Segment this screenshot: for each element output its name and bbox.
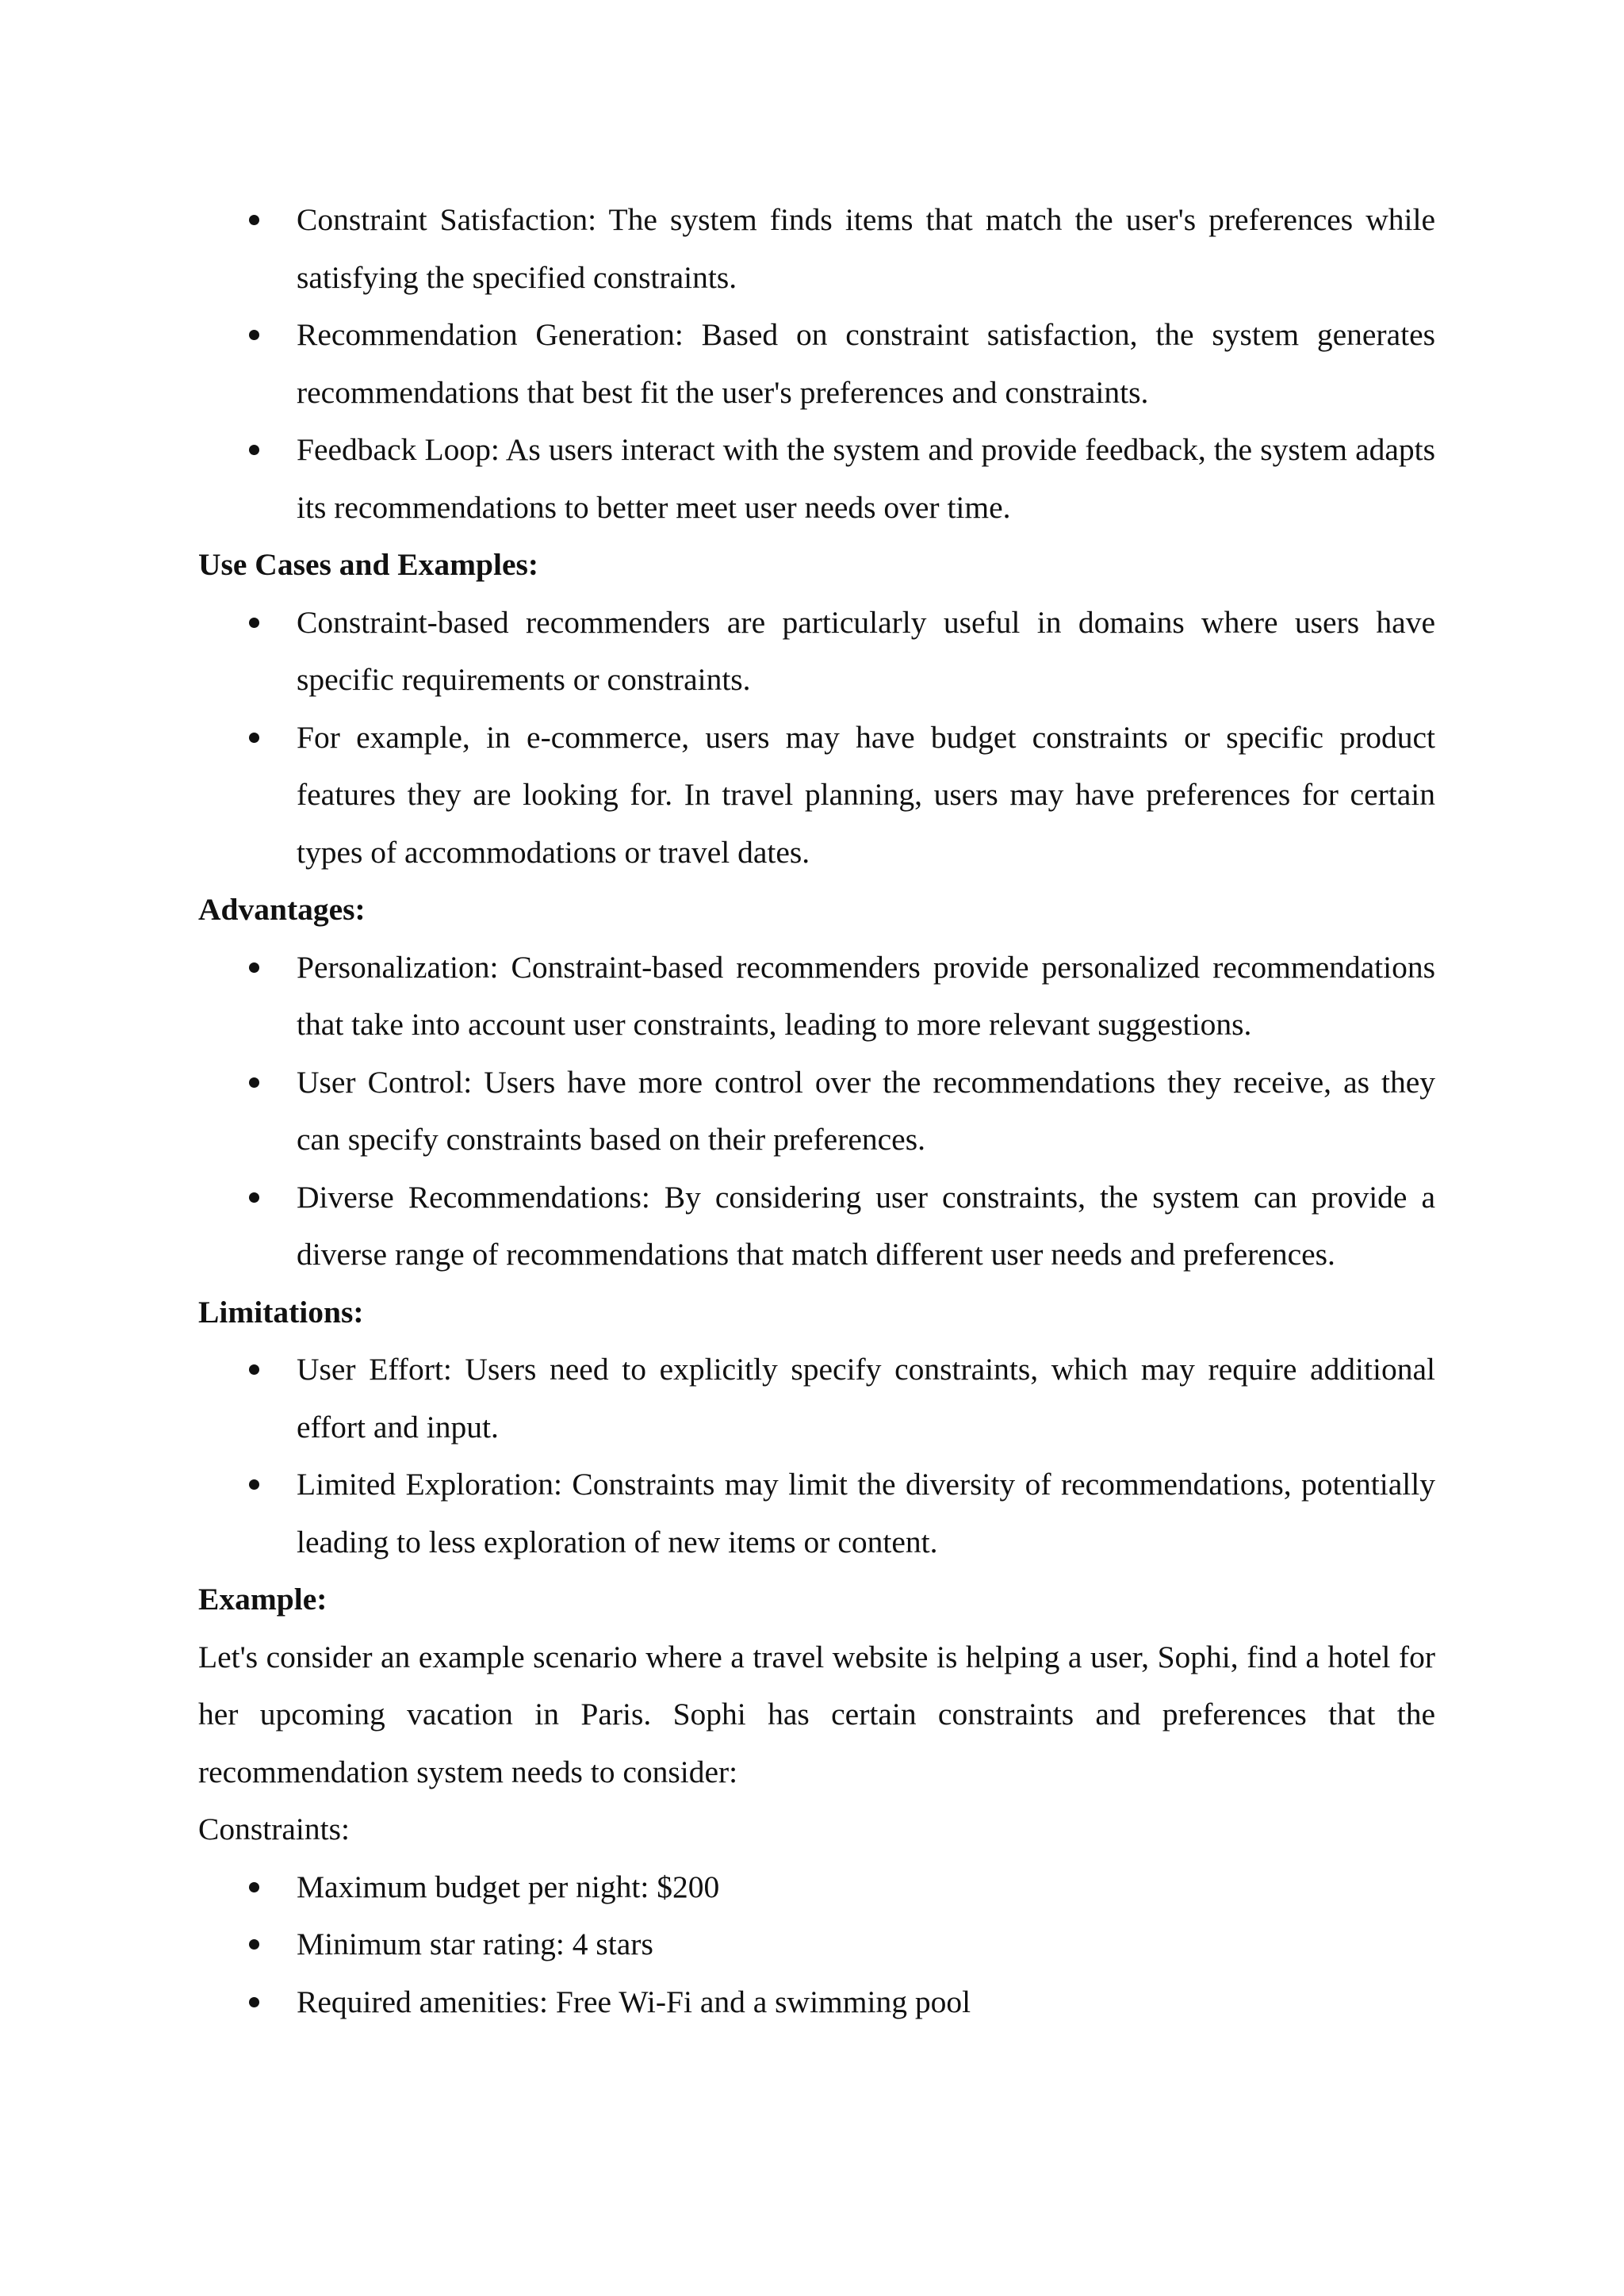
list-item bbox=[198, 421, 1435, 536]
constraints-label: Constraints: bbox=[198, 1812, 350, 1846]
list-item bbox=[198, 939, 1435, 1054]
list-item bbox=[198, 1973, 1435, 2031]
advantages-heading: Advantages: bbox=[198, 892, 366, 927]
example-paragraph: Let's consider an example scenario where a travel website is helping a user, Sophi, find a hotel for her upcoming vacation in Paris. Sophi has certain constraints and preferences that the recommendation system needs to consider: bbox=[198, 1639, 1435, 1789]
list-item bbox=[198, 594, 1435, 709]
list-item-text: Recommendation Generation: Based on constraint satisfaction, the system generates recommendations that best fit the user's preferences and constraints. bbox=[297, 317, 1435, 410]
use-cases-list bbox=[198, 594, 1435, 882]
list-item-text: Minimum star rating: 4 stars bbox=[297, 1927, 653, 1961]
list-item bbox=[198, 191, 1435, 306]
list-item bbox=[198, 1169, 1435, 1284]
use-cases-heading: Use Cases and Examples: bbox=[198, 547, 539, 582]
list-item-text: Limited Exploration: Constraints may limit the diversity of recommendations, potentially leading to less exploration of new items or content. bbox=[297, 1467, 1435, 1559]
list-item-text: Maximum budget per night: $200 bbox=[297, 1869, 720, 1904]
document-page bbox=[198, 191, 1435, 2030]
list-item-text: User Control: Users have more control over the recommendations they receive, as they can specify constraints based on their preferences. bbox=[297, 1064, 1435, 1157]
list-item-text: Constraint-based recommenders are particularly useful in domains where users have specific requirements or constraints. bbox=[297, 604, 1435, 697]
list-item bbox=[198, 1456, 1435, 1571]
list-item-text: User Effort: Users need to explicitly specify constraints, which may require additional effort and input. bbox=[297, 1352, 1435, 1445]
list-item-text: Diverse Recommendations: By considering user constraints, the system can provide a diverse range of recommendations that match different user needs and preferences. bbox=[297, 1179, 1435, 1272]
advantages-list bbox=[198, 939, 1435, 1284]
list-item-text: Feedback Loop: As users interact with the system and provide feedback, the system adapts its recommendations to better meet user needs over time. bbox=[297, 432, 1435, 525]
example-heading: Example: bbox=[198, 1582, 327, 1617]
list-item-text: Required amenities: Free Wi-Fi and a swimming pool bbox=[297, 1984, 971, 2019]
list-item bbox=[198, 1915, 1435, 1973]
list-item bbox=[198, 1341, 1435, 1456]
list-item bbox=[198, 709, 1435, 882]
list-item-text: For example, in e-commerce, users may have budget constraints or specific product features they are looking for. In travel planning, users may have preferences for certain types of accommodations or travel dates. bbox=[297, 719, 1435, 870]
intro-list bbox=[198, 191, 1435, 536]
list-item-text: Constraint Satisfaction: The system finds items that match the user's preferences while satisfying the specified constraints. bbox=[297, 202, 1435, 295]
list-item bbox=[198, 1054, 1435, 1169]
limitations-list bbox=[198, 1341, 1435, 1571]
list-item bbox=[198, 306, 1435, 421]
list-item bbox=[198, 1858, 1435, 1916]
list-item-text: Personalization: Constraint-based recommenders provide personalized recommendations that take into account user constraints, leading to more relevant suggestions. bbox=[297, 949, 1435, 1042]
constraints-list bbox=[198, 1858, 1435, 2031]
limitations-heading: Limitations: bbox=[198, 1294, 364, 1330]
